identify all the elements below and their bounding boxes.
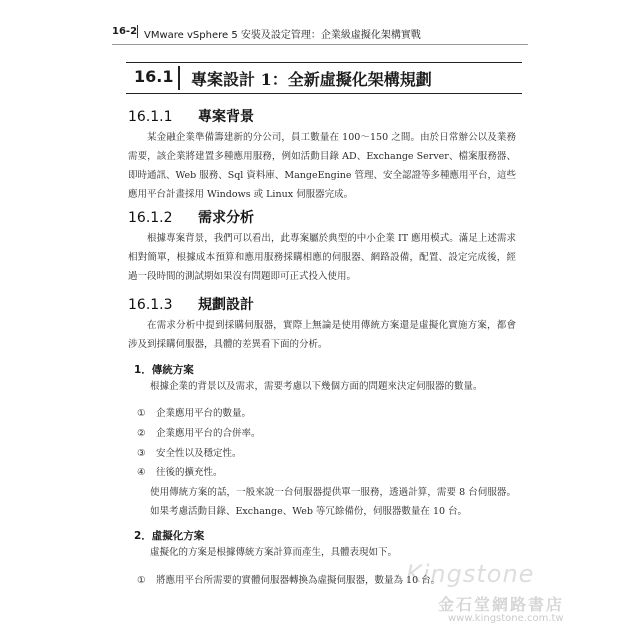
header-separator bbox=[137, 25, 138, 38]
header-rule bbox=[112, 44, 528, 45]
list-item-text: 往後的擴充性。 bbox=[156, 467, 223, 478]
section-heading-background bbox=[128, 106, 254, 126]
list-item bbox=[137, 445, 242, 459]
subsection-intro-virtualization: 虛擬化的方案是根據傳統方案計算而產生，具體表現如下。 bbox=[150, 547, 398, 558]
section-number: 16.1.2 bbox=[128, 210, 173, 226]
section-body-background: 某金融企業準備籌建新的分公司，員工數量在 100～150 之間。由於日常辦公以及業務需要，該企業將建置多種應用服務，例如活動目錄 AD、Exchange Server、檔案服務器、即時通訊、Web 服務、Sql 資料庫、MangeEngine 管理、安全認證等多種應用平台，這些應用平台計畫採用 Windows 或 Linux 伺服器完成。 bbox=[128, 132, 517, 200]
list-item bbox=[137, 572, 440, 586]
subsection-heading-traditional: 1．傳統方案 bbox=[134, 364, 194, 376]
list-item bbox=[137, 425, 261, 439]
section-title: 專案背景 bbox=[198, 109, 254, 125]
list-marker: ③ bbox=[137, 448, 146, 459]
chapter-divider bbox=[178, 66, 180, 90]
list-marker: ② bbox=[137, 428, 146, 439]
section-body-planning: 在需求分析中提到採購伺服器，實際上無論是使用傳統方案還是虛擬化實施方案，都會涉及到採購伺服器，具體的差異看下面的分析。 bbox=[128, 320, 516, 350]
list-marker: ① bbox=[137, 408, 146, 419]
list-marker: ① bbox=[137, 575, 146, 586]
section-title: 需求分析 bbox=[198, 210, 254, 226]
watermark-logo: Kingstone bbox=[406, 560, 535, 588]
list-item-text: 企業應用平台的合併率。 bbox=[156, 428, 261, 439]
chapter-title: 專案設計 1：全新虛擬化架構規劃 bbox=[191, 70, 432, 89]
subsection-heading-virtualization: 2．虛擬化方案 bbox=[134, 530, 205, 542]
subsection-intro-traditional: 根據企業的背景以及需求，需要考慮以下幾個方面的問題來決定伺服器的數量。 bbox=[150, 381, 483, 392]
chapter-heading bbox=[126, 62, 522, 94]
list-item-text: 將應用平台所需要的實體伺服器轉換為虛擬伺服器，數量為 10 台。 bbox=[156, 575, 441, 586]
section-heading-planning bbox=[128, 294, 254, 314]
list-marker: ④ bbox=[137, 467, 146, 478]
list-item-text: 安全性以及穩定性。 bbox=[156, 448, 242, 459]
list-item bbox=[137, 405, 251, 419]
watermark-url: www.kingstone.com.tw bbox=[448, 613, 564, 624]
chapter-number: 16.1 bbox=[134, 67, 174, 86]
section-body-requirements: 根據專案背景，我們可以看出，此專案屬於典型的中小企業 IT 應用模式。滿足上述需求相對簡單，根據成本預算和應用服務採購相應的伺服器、網路設備，配置、設定完成後，經過一段時間的測試期如果沒有問題即可正式投入使用。 bbox=[128, 233, 516, 282]
running-header bbox=[88, 22, 558, 42]
page-number: 16-2 bbox=[112, 26, 138, 37]
watermark-store-name: 金石堂網路書店 bbox=[438, 595, 565, 614]
section-number: 16.1.3 bbox=[128, 297, 173, 313]
list-item bbox=[137, 464, 223, 478]
book-title: VMware vSphere 5 安裝及設定管理：企業級虛擬化架構實戰 bbox=[144, 30, 421, 41]
subsection-outro-traditional: 使用傳統方案的話，一般來說一台伺服器提供單一服務，透過計算，需要 8 台伺服器。如果考慮活動目錄、Exchange、Web 等冗餘備份，伺服器數量在 10 台。 bbox=[150, 487, 516, 517]
section-heading-requirements bbox=[128, 207, 254, 227]
section-title: 規劃設計 bbox=[198, 297, 254, 313]
list-item-text: 企業應用平台的數量。 bbox=[156, 408, 252, 419]
section-number: 16.1.1 bbox=[128, 109, 173, 125]
